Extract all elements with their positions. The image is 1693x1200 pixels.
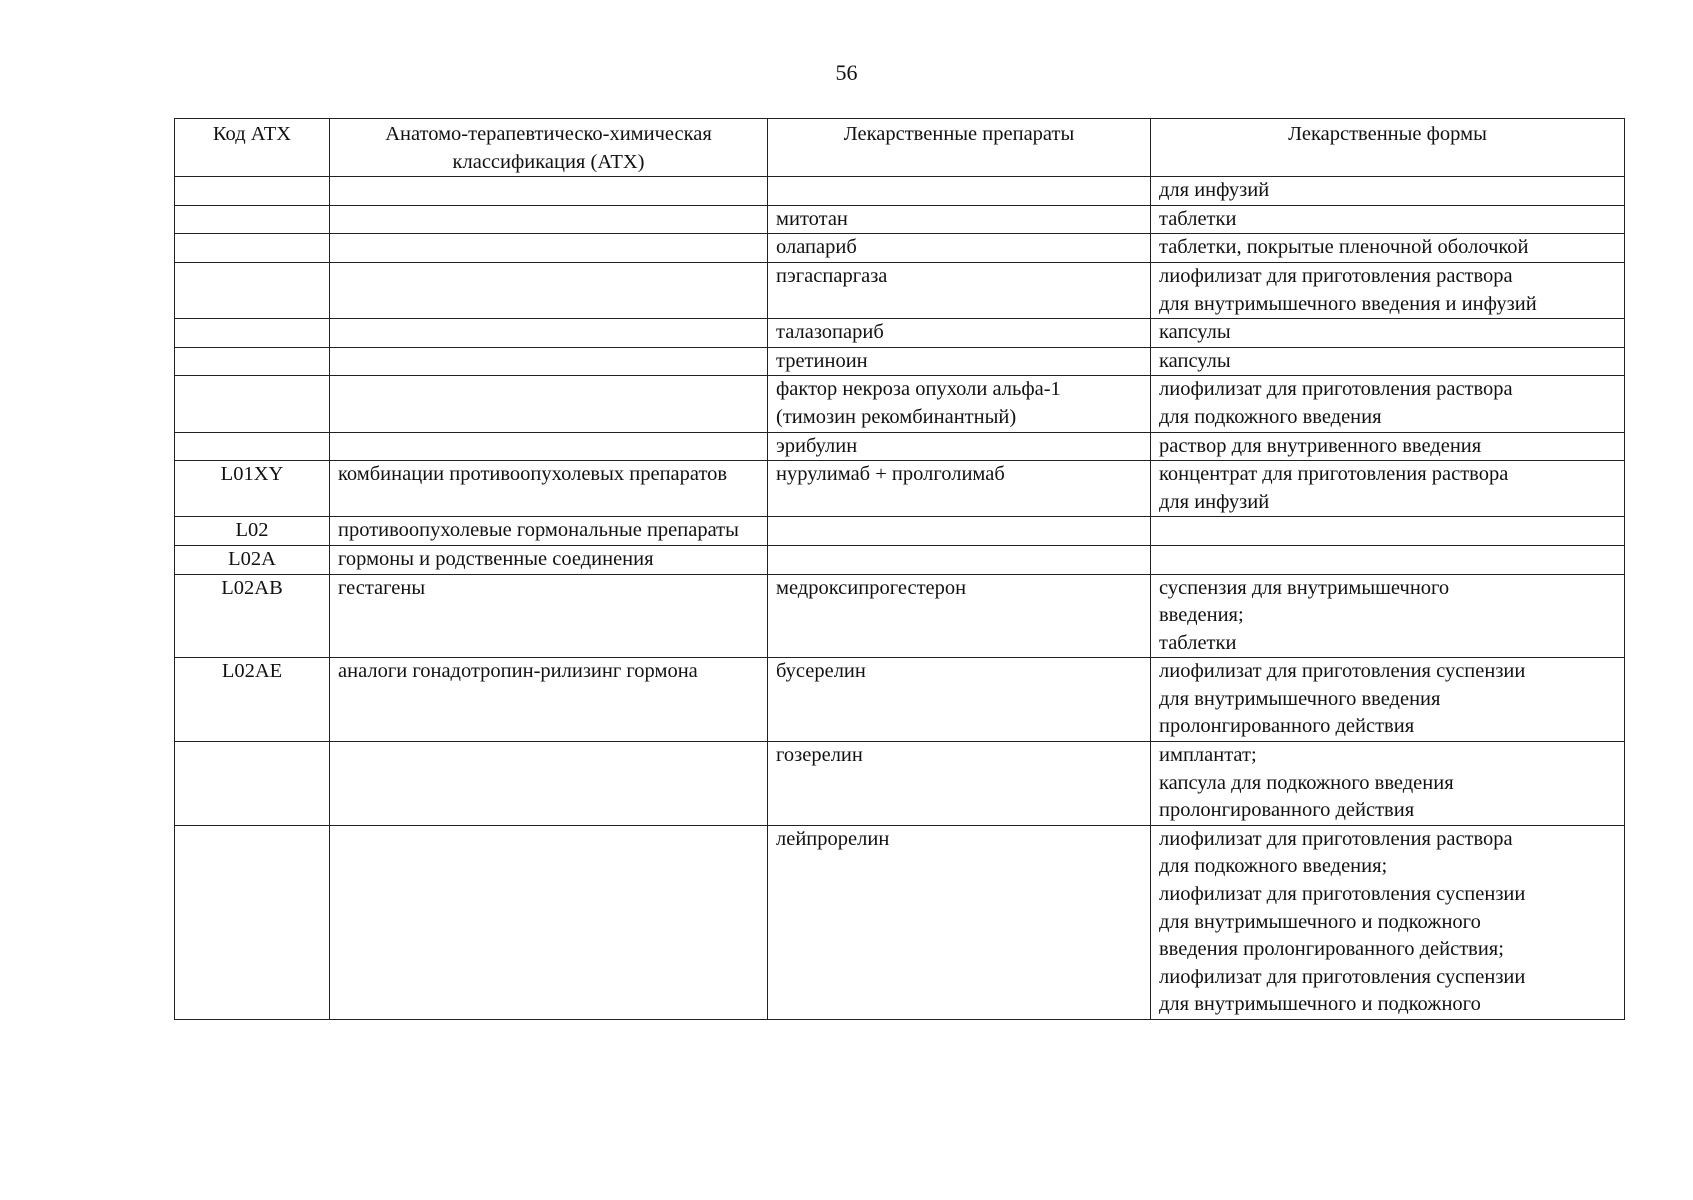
table-body: [175, 177, 1625, 1020]
dosage-forms-cell: [1151, 461, 1625, 517]
dosage-form-line: для подкожного введения: [1159, 405, 1382, 428]
header-classification: Анатомо-терапевтическо-химическая классификация (АТХ): [330, 119, 768, 177]
table-row: [175, 262, 1625, 318]
table-row: [175, 234, 1625, 263]
classification-cell: [330, 262, 768, 318]
dosage-form-line: таблетки, покрытые пленочной оболочкой: [1159, 236, 1529, 259]
atx-table: [174, 118, 1625, 1020]
dosage-form-line: капсула для подкожного введения: [1159, 771, 1454, 794]
atx-code-cell: [175, 376, 330, 432]
atx-code-cell: [175, 319, 330, 348]
dosage-form-line: лиофилизат для приготовления суспензии: [1159, 965, 1526, 988]
classification-cell: [330, 205, 768, 234]
drug-cell: нурулимаб + пролголимаб: [768, 461, 1151, 517]
atx-code-cell: L02AE: [175, 658, 330, 742]
table-row: [175, 376, 1625, 432]
classification-cell: [330, 432, 768, 461]
table-row: [175, 461, 1625, 517]
drug-cell: митотан: [768, 205, 1151, 234]
atx-code-cell: [175, 825, 330, 1019]
classification-cell: [330, 376, 768, 432]
classification-cell: комбинации противоопухолевых препаратов: [330, 461, 768, 517]
header-forms: Лекарственные формы: [1151, 119, 1625, 177]
atx-code-cell: L02A: [175, 545, 330, 574]
table-row: [175, 347, 1625, 376]
table-row: [175, 517, 1625, 546]
atx-code-cell: [175, 432, 330, 461]
header-code: Код АТХ: [175, 119, 330, 177]
dosage-form-line: для инфузий: [1159, 179, 1270, 202]
dosage-form-line: пролонгированного действия: [1159, 799, 1415, 822]
atx-code-cell: [175, 262, 330, 318]
dosage-form-line: лиофилизат для приготовления раствора: [1159, 827, 1513, 850]
dosage-form-line: концентрат для приготовления раствора: [1159, 463, 1509, 486]
classification-cell: [330, 742, 768, 826]
atx-code-cell: L01XY: [175, 461, 330, 517]
atx-code-cell: [175, 205, 330, 234]
dosage-form-line: лиофилизат для приготовления суспензии: [1159, 660, 1526, 683]
classification-cell: [330, 347, 768, 376]
dosage-form-line: введения пролонгированного действия;: [1159, 938, 1504, 961]
dosage-form-line: суспензия для внутримышечного: [1159, 576, 1450, 599]
atx-code-cell: [175, 234, 330, 263]
dosage-form-line: капсулы: [1159, 349, 1231, 372]
dosage-form-line: для внутримышечного и подкожного: [1159, 993, 1481, 1016]
dosage-forms-cell: [1151, 177, 1625, 206]
atx-code-cell: L02AB: [175, 574, 330, 658]
dosage-forms-cell: [1151, 234, 1625, 263]
dosage-forms-cell: [1151, 432, 1625, 461]
dosage-form-line: лиофилизат для приготовления раствора: [1159, 378, 1513, 401]
drug-cell: [768, 177, 1151, 206]
drug-cell: [768, 517, 1151, 546]
table-row: [175, 432, 1625, 461]
drug-cell: эрибулин: [768, 432, 1151, 461]
drug-cell: олапариб: [768, 234, 1151, 263]
drug-cell: [768, 545, 1151, 574]
table-row: [175, 177, 1625, 206]
classification-cell: противоопухолевые гормональные препараты: [330, 517, 768, 546]
drug-cell: фактор некроза опухоли альфа-1 (тимозин рекомбинантный): [768, 376, 1151, 432]
dosage-form-line: капсулы: [1159, 321, 1231, 344]
dosage-form-line: для внутримышечного введения и инфузий: [1159, 292, 1537, 315]
dosage-form-line: таблетки: [1159, 631, 1237, 654]
atx-code-cell: L02: [175, 517, 330, 546]
dosage-forms-cell: [1151, 319, 1625, 348]
classification-cell: [330, 177, 768, 206]
header-drugs: Лекарственные препараты: [768, 119, 1151, 177]
dosage-form-line: раствор для внутривенного введения: [1159, 434, 1482, 457]
dosage-forms-cell: [1151, 658, 1625, 742]
dosage-form-line: для внутримышечного введения: [1159, 687, 1441, 710]
drug-cell: гозерелин: [768, 742, 1151, 826]
table-row: [175, 574, 1625, 658]
page-number: 56: [835, 60, 858, 85]
drug-cell: бусерелин: [768, 658, 1151, 742]
classification-cell: гестагены: [330, 574, 768, 658]
atx-code-cell: [175, 742, 330, 826]
dosage-forms-cell: [1151, 376, 1625, 432]
table-header-row: [175, 119, 1625, 177]
dosage-form-line: для внутримышечного и подкожного: [1159, 910, 1481, 933]
dosage-forms-cell: [1151, 825, 1625, 1019]
classification-cell: гормоны и родственные соединения: [330, 545, 768, 574]
table-row: [175, 742, 1625, 826]
dosage-forms-cell: [1151, 574, 1625, 658]
dosage-forms-cell: [1151, 347, 1625, 376]
dosage-forms-cell: [1151, 517, 1625, 546]
drug-cell: пэгаспаргаза: [768, 262, 1151, 318]
dosage-form-line: таблетки: [1159, 207, 1237, 230]
classification-cell: [330, 825, 768, 1019]
dosage-form-line: лиофилизат для приготовления суспензии: [1159, 883, 1526, 906]
table-row: [175, 319, 1625, 348]
drug-cell: лейпрорелин: [768, 825, 1151, 1019]
dosage-forms-cell: [1151, 742, 1625, 826]
dosage-form-line: введения;: [1159, 604, 1244, 627]
dosage-form-line: для инфузий: [1159, 490, 1270, 513]
dosage-forms-cell: [1151, 205, 1625, 234]
classification-cell: [330, 234, 768, 263]
dosage-form-line: имплантат;: [1159, 744, 1257, 767]
dosage-form-line: лиофилизат для приготовления раствора: [1159, 264, 1513, 287]
drug-cell: третиноин: [768, 347, 1151, 376]
table-row: [175, 205, 1625, 234]
classification-cell: [330, 319, 768, 348]
table-row: [175, 825, 1625, 1019]
drug-cell: талазопариб: [768, 319, 1151, 348]
table-row: [175, 545, 1625, 574]
dosage-form-line: для подкожного введения;: [1159, 855, 1388, 878]
classification-cell: аналоги гонадотропин-рилизинг гормона: [330, 658, 768, 742]
table-row: [175, 658, 1625, 742]
dosage-forms-cell: [1151, 545, 1625, 574]
drug-cell: медроксипрогестерон: [768, 574, 1151, 658]
atx-code-cell: [175, 347, 330, 376]
dosage-forms-cell: [1151, 262, 1625, 318]
atx-code-cell: [175, 177, 330, 206]
dosage-form-line: пролонгированного действия: [1159, 715, 1415, 738]
